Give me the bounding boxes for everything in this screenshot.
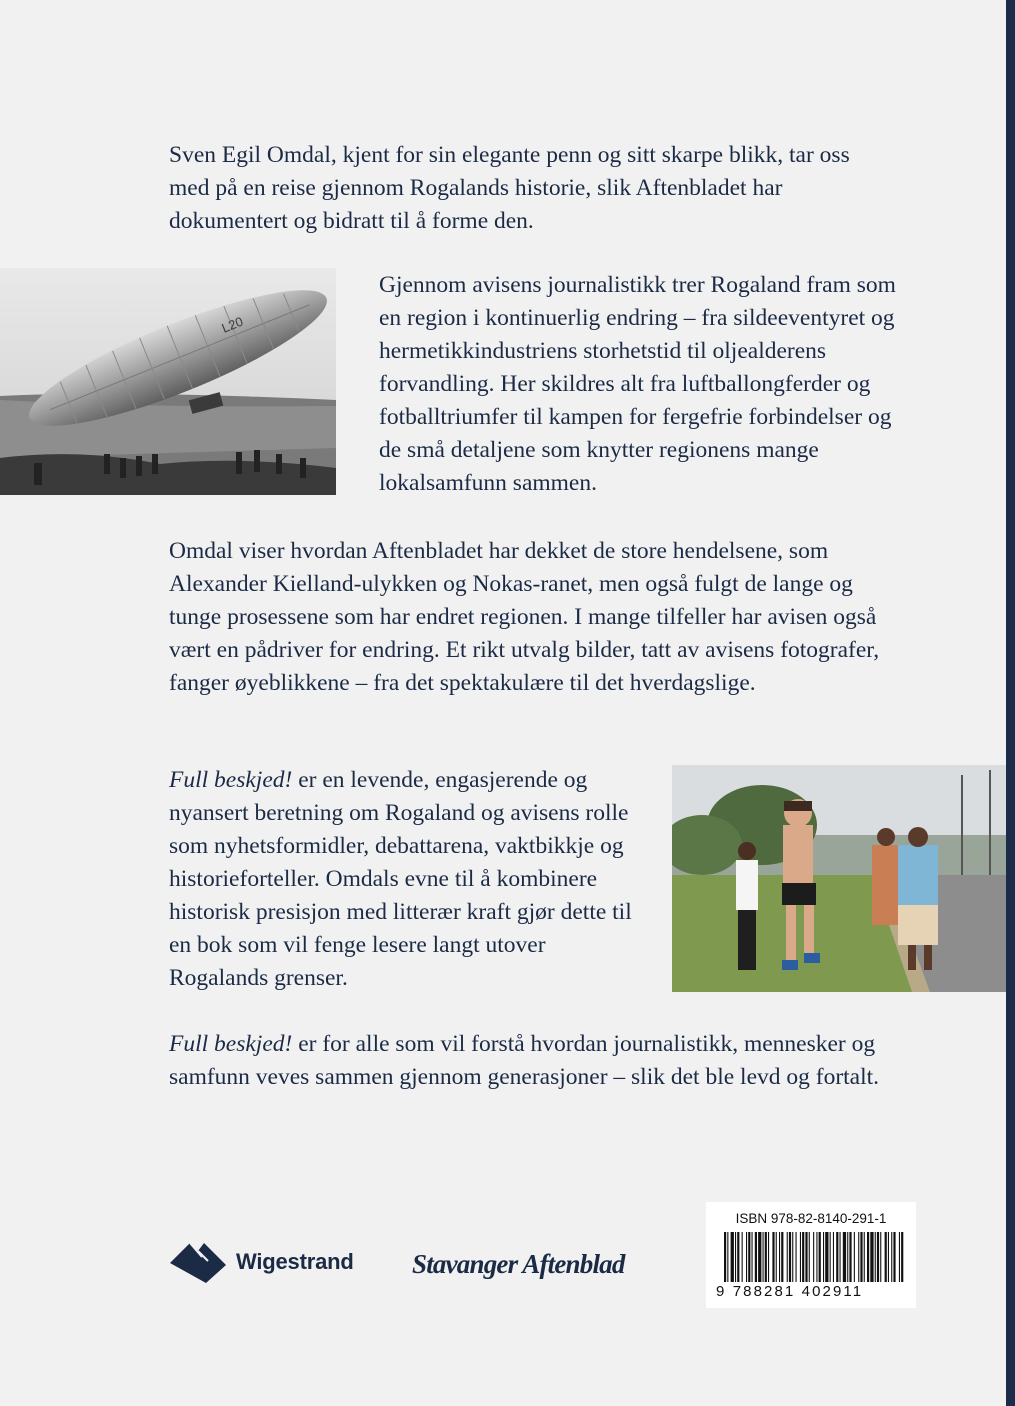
isbn-barcode-box — [706, 1202, 916, 1308]
book-summary-paragraph — [169, 764, 649, 995]
runner-photo — [672, 765, 1006, 992]
events-paragraph: Omdal viser hvordan Aftenbladet har dekket de store hendelsene, som Alexander Kielland-ulykken og Nokas-ranet, men også fulgt de lange og tunge prosessene som har endret regionen. I mange tilfeller har avisen også vært en pådriver for endring. Et rikt utvalg bilder, tatt av avisens fotografer, fanger øyeblikkene – fra det spektakulære til det hverdagslige. — [169, 538, 880, 696]
intro-paragraph: Sven Egil Omdal, kjent for sin elegante penn og sitt skarpe blikk, tar oss med på en reise gjennom Rogalands historie, slik Aftenbladet har dokumentert og bidratt til å forme den. — [169, 142, 850, 234]
book-summary-text: er en levende, engasjerende og nyansert beretning om Rogaland og avisens rolle som nyhetsformidler, debattarena, vaktbikkje og historieforteller. Omdals evne til å kombinere historisk presisjon med litterær kraft gjør dette til en bok som vil fenge lesere langt utover Rogalands grenser. — [169, 767, 632, 991]
publisher-name: Wigestrand — [236, 1249, 354, 1274]
book-title-italic: Full beskjed! — [169, 767, 293, 793]
wigestrand-logo — [168, 1238, 368, 1286]
spine-edge — [1006, 0, 1015, 1406]
region-paragraph: Gjennom avisens journalistikk trer Rogaland fram som en region i kontinuerlig endring – fra sildeeventyret og hermetikkindustriens storhetstid til oljealderens forvandling. Her skildres alt fra luftballongferder og fotballtriumfer til kampen for fergefrie forbindelser og de små detaljene som knytter regionens mange lokalsamfunn sammen. — [379, 272, 896, 496]
book-title-italic: Full beskjed! — [169, 1031, 293, 1057]
airship-marking: L20 — [219, 313, 246, 336]
wigestrand-mark-icon — [168, 1239, 228, 1285]
stavanger-aftenblad-logo: Stavanger Aftenblad — [412, 1249, 625, 1279]
barcode-icon — [724, 1232, 904, 1282]
isbn-label: ISBN 978-82-8140-291-1 — [735, 1211, 887, 1226]
isbn-digits: 9 788281 402911 — [716, 1283, 864, 1300]
closing-paragraph — [169, 1028, 889, 1094]
closing-text: er for alle som vil forstå hvordan journalistikk, mennesker og samfunn veves sammen gjennom generasjoner – slik det ble levd og fortalt. — [169, 1031, 880, 1090]
airship-photo — [0, 268, 336, 495]
